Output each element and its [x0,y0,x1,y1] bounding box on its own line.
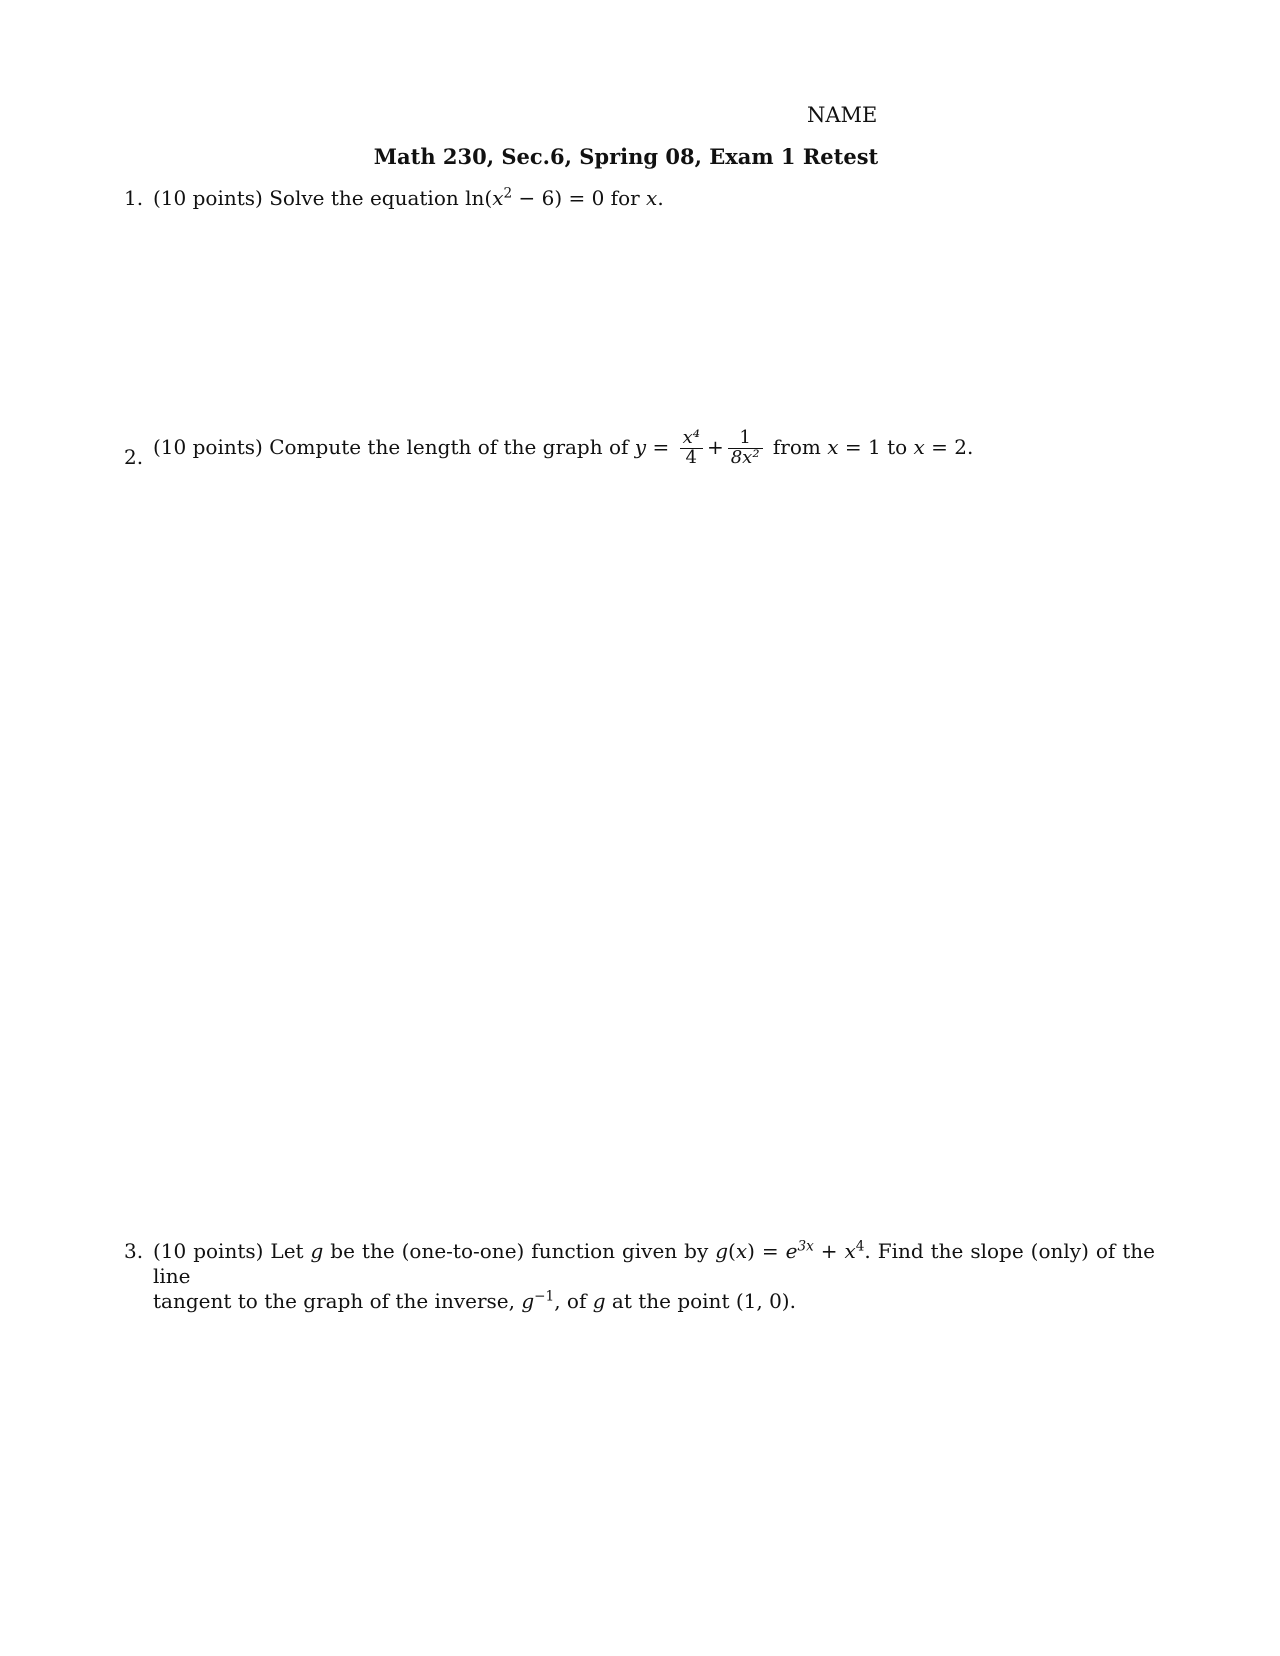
problem-1 [153,186,664,210]
problem-1-number: 1. [124,186,144,210]
problem-2-points: (10 points) [153,435,263,459]
problem-1-text: Solve the equation $\ln(x^2 - 6) = 0$ for x. [269,185,664,210]
problem-3-points: (10 points) [153,1239,264,1263]
exam-title: Math 230, Sec.6, Spring 08, Exam 1 Retest [373,144,879,169]
problem-3-line-2: tangent to the graph of the inverse, $g^{-1}$, of g at the point (1, 0). [153,1288,796,1313]
problem-3-number: 3. [124,1239,144,1263]
problem-2-number: 2. [124,445,144,469]
problem-2-text: Compute the length of the graph of y = $\frac{\text{x⁴}}{4}$ + $\frac{1}{\text{8x²}}$ from x = 1 to x = 2. [269,427,974,468]
problem-3-line-1: (10 points) Let g be the (one-to-one) function given by $g(x) = e^{3x} + x^4$. Find the slope (only) of the line [153,1238,1155,1288]
fraction-x4-over-4: $\frac{\text{x⁴}}{4}$ [680,429,703,468]
name-label: NAME [807,103,878,127]
fraction-1-over-8x2: $\frac{1}{\text{8x²}}$ [728,429,763,468]
problem-2 [153,424,973,470]
problem-1-points: (10 points) [153,186,263,210]
problem-3 [153,1239,1155,1314]
